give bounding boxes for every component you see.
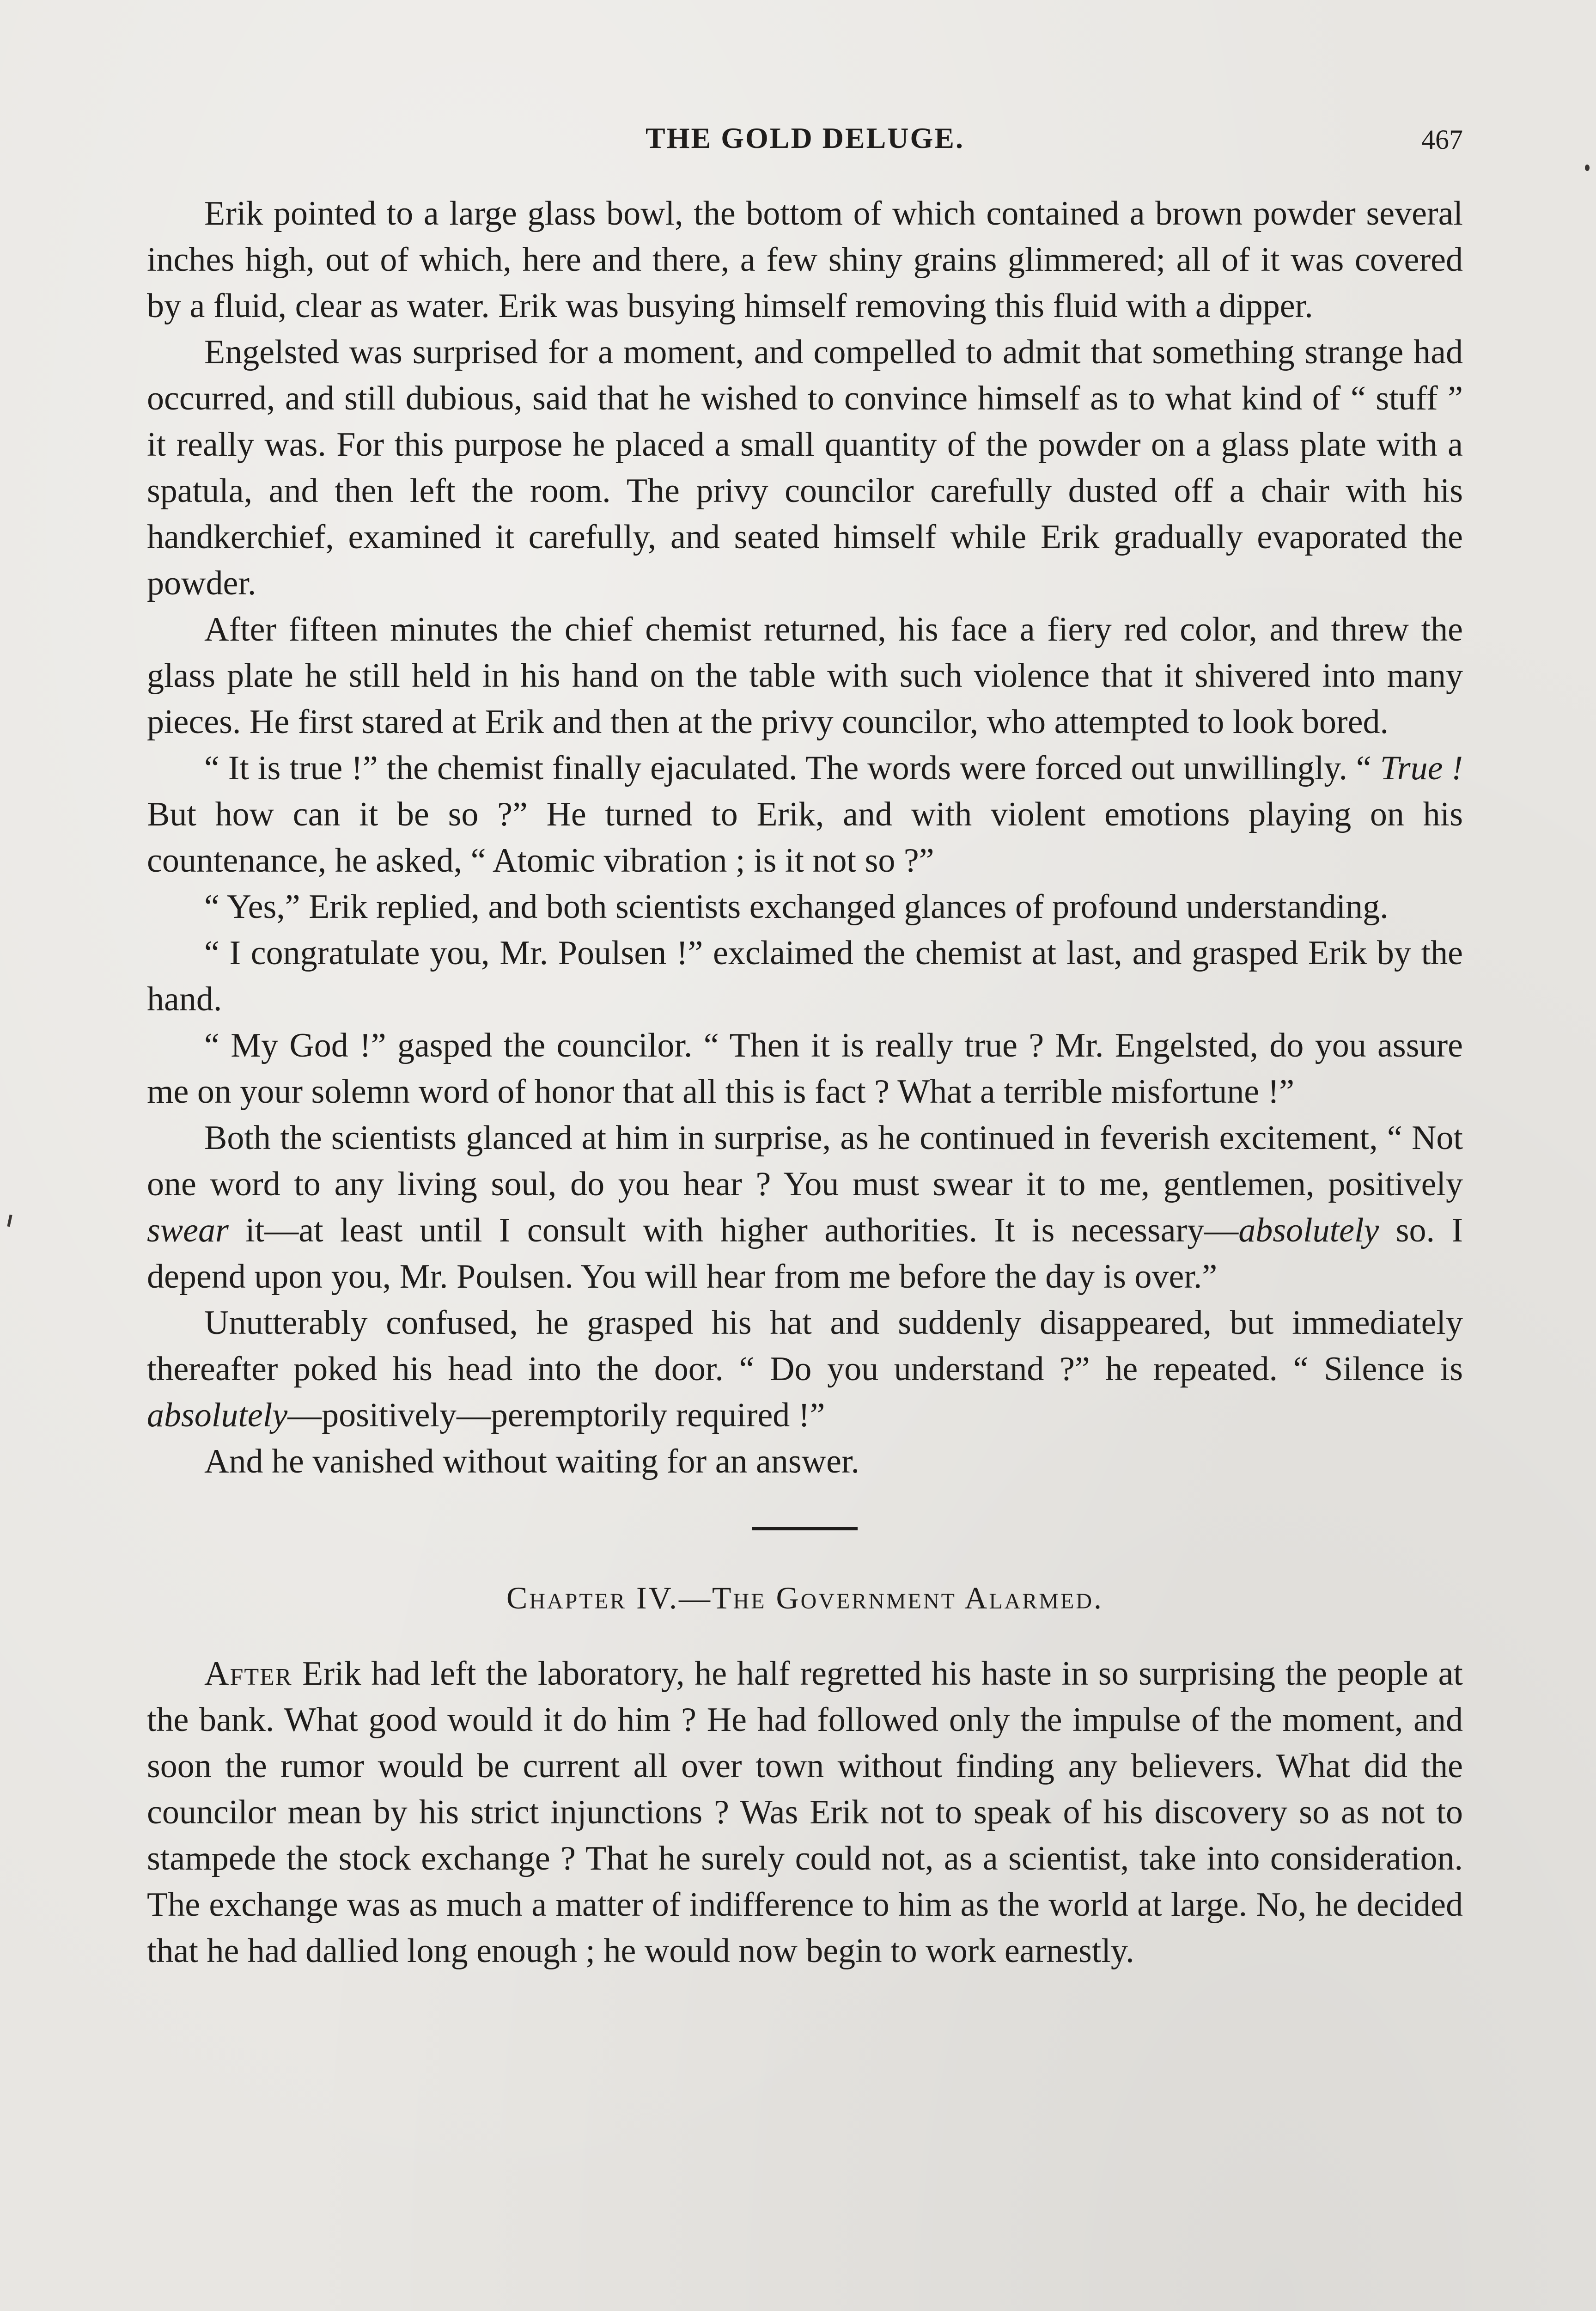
paragraph: Erik pointed to a large glass bowl, the bottom of which contained a brown powder several inches high, out of which, here and there, a few shiny grains glimmered; all of it was covered by a fluid, clear as water. Erik was busying himself removing this fluid with a dipper. [147,195,1463,325]
margin-mark [7,1215,12,1227]
text-run: But how can it be so ?” He turned to Erik, and with violent emotions playing on his countenance, he asked, “ Atomic vibration ; is it not so ?” [147,795,1463,880]
italic-text: swear [147,1211,229,1249]
italic-text: absolutely [147,1396,288,1434]
italic-text: absolutely [1238,1211,1379,1249]
running-title: THE GOLD DELUGE. [646,122,964,154]
italic-text: True ! [1380,749,1463,787]
chapter-opening-words: After [204,1655,292,1693]
text-run: Unutterably confused, he grasped his hat and suddenly disappeared, but immediately thereafter poked his head into the door. “ Do you understand ?” he repeated. “ Silence is [147,1304,1463,1388]
section-divider [752,1527,858,1530]
body-text [147,190,1463,1974]
paragraph [147,1115,1463,1300]
page-header [147,121,1463,163]
paragraph: “ I congratulate you, Mr. Poulsen !” exclaimed the chemist at last, and grasped Erik by the hand. [147,934,1463,1018]
paragraph: Engelsted was surprised for a moment, and compelled to admit that something strange had occurred, and still dubious, said that he wished to convince himself as to what kind of “ stuff ” it really was. For this purpose he placed a small quantity of the powder on a glass plate with a spatula, and then left the room. The privy councilor carefully dusted off a chair with his handkerchief, examined it carefully, and seated himself while Erik gradually evaporated the powder. [147,333,1463,602]
paragraph: “ My God !” gasped the councilor. “ Then it is really true ? Mr. Engelsted, do you assure me on your solemn word of honor that all this is fact ? What a terrible misfortune !” [147,1027,1463,1111]
paragraph: And he vanished without waiting for an answer. [204,1443,860,1480]
text-run: so. I depend upon you, Mr. Poulsen. You will hear from me before the day is over.” [147,1211,1463,1296]
paragraph: “ Yes,” Erik replied, and both scientists exchanged glances of profound understanding. [204,888,1389,926]
margin-dot [1585,165,1590,171]
text-run: Erik had left the laboratory, he half regretted his haste in so surprising the people at the bank. What good would it do him ? He had followed only the impulse of the moment, and soon the rumor would be current all over town without finding any believers. What did the councilor mean by his strict injunctions ? Was Erik not to speak of his discovery so as not to stampede the stock exchange ? That he surely could not, as a scientist, take into consideration. The exchange was as much a matter of indifference to him as the world at large. No, he decided that he had dallied long enough ; he would now begin to work earnestly. [147,1655,1463,1970]
paragraph [147,745,1463,884]
paragraph: After fifteen minutes the chief chemist returned, his face a fiery red color, and threw the glass plate he still held in his hand on the table with such violence that it shivered into many pieces. He first stared at Erik and then at the privy councilor, who attempted to look bored. [147,611,1463,741]
text-run: Both the scientists glanced at him in surprise, as he continued in feverish excitement, “ Not one word to any living soul, do you hear ? You must swear it to me, gentlemen, positively [147,1119,1463,1203]
paragraph [147,1651,1463,1974]
text-run: it—at least until I consult with higher authorities. It is necessary— [228,1211,1239,1249]
text-run: —positively—peremptorily required !” [287,1396,825,1434]
page-number: 467 [1421,124,1463,155]
chapter-heading: Chapter IV.—The Government Alarmed. [506,1580,1103,1615]
paragraph [147,1300,1463,1438]
text-run: “ It is true !” the chemist finally ejaculated. The words were forced out unwillingly. “ [204,749,1380,787]
